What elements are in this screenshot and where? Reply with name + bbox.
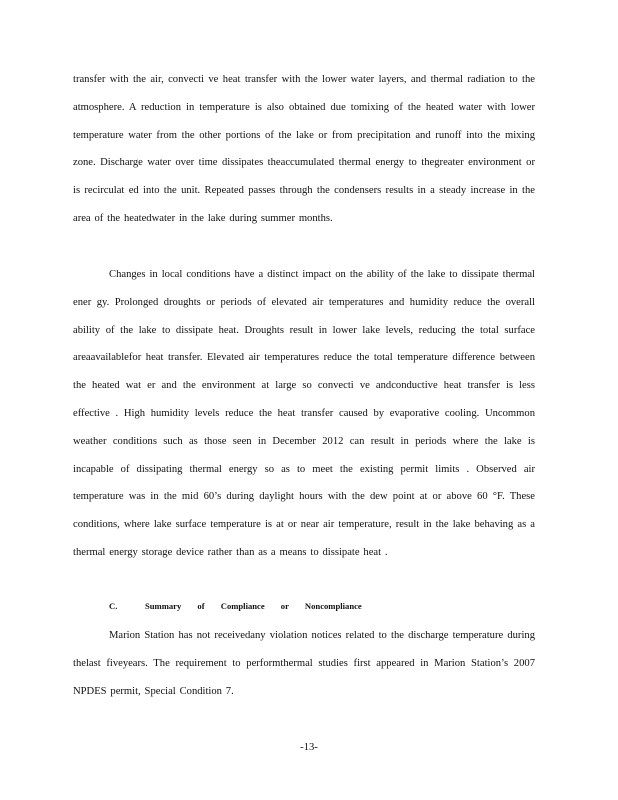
paragraph-heat-transfer: transfer with the air, convecti ve heat transfer with the lower water layers, and thermal radiation to the atmosphere. A reduction in temperature is also obtained due tomixing of the heated water with lower temperature water from the other portions of the lake or from precipitation and runoff into the mixing zone. Discharge water over time dissipates theaccumulated thermal energy to thegreater environment or is recirculat ed into the unit. Repeated passes through the condensers results in a steady increase in the area of the heatedwater in the lake during summer months. xyxy=(73,74,535,224)
section-title: Summary of Compliance or Noncompliance xyxy=(145,601,362,611)
paragraph-compliance: Marion Station has not receivedany violation notices related to the discharge temperature during thelast fiveyears. The requirement to performthermal studies first appeared in Marion Station’s 2007 NPDES permit, Special Condition 7. xyxy=(73,630,535,697)
section-heading xyxy=(109,601,362,611)
page-number: -13- xyxy=(300,742,318,753)
paragraph-local-conditions: Changes in local conditions have a distinct impact on the ability of the lake to dissipate thermal ener gy. Prolonged droughts or periods of elevated air temperatures and humidity reduce the overall ability of the lake to dissipate heat. Droughts result in lower lake levels, reducing the total surface areaavailablefor heat transfer. Elevated air temperatures reduce the total temperature difference between the heated wat er and the environment at large so convecti ve andconductive heat transfer is less effective . High humidity levels reduce the heat transfer caused by evaporative cooling. Uncommon weather conditions such as those seen in December 2012 can result in periods where the lake is incapable of dissipating thermal energy so as to meet the existing permit limits . Observed air temperature was in the mid 60’s during daylight hours with the dew point at or above 60 °F. These conditions, where lake surface temperature is at or near air temperature, result in the lake behaving as a thermal energy storage device rather than as a means to dissipate heat . xyxy=(73,269,535,558)
section-letter: C. xyxy=(109,601,118,611)
